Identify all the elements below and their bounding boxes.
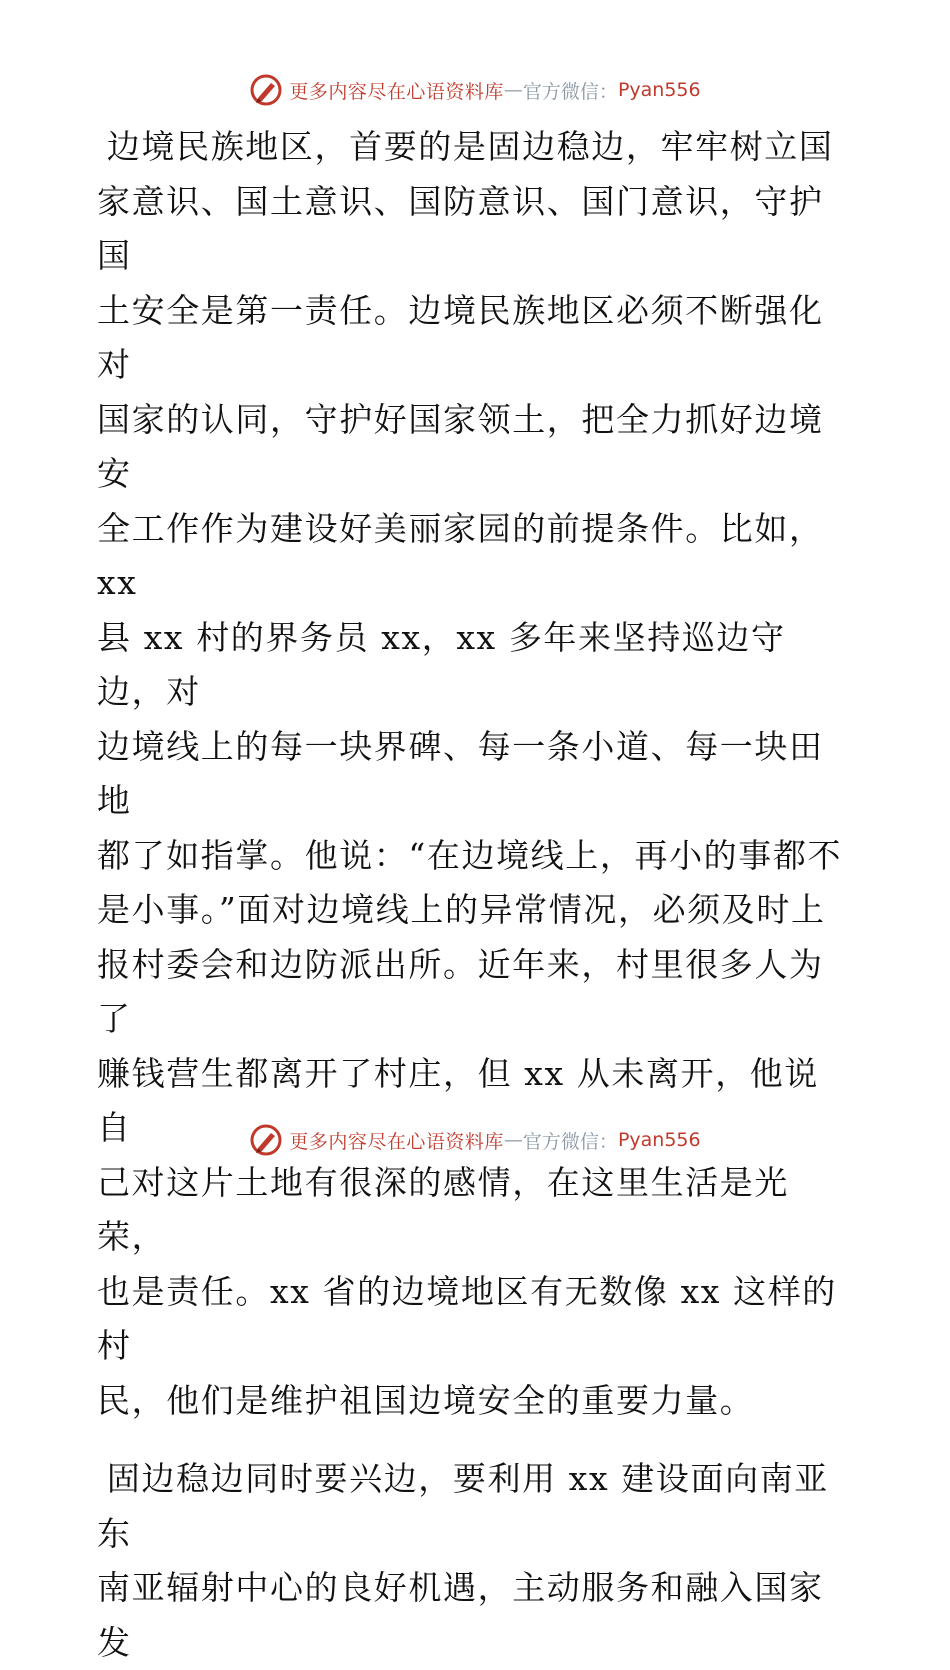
text-line: 边境线上的每一块界碑、每一条小道、每一块田地 (97, 726, 824, 820)
banner-wechat-id: Pyan556 (617, 79, 701, 101)
text-line: 土安全是第一责任。边境民族地区必须不断强化对 (97, 290, 824, 384)
banner-wechat-id: Pyan556 (617, 1129, 701, 1151)
text-line: 都了如指掌。他说：“在边境线上，再小的事都不 (97, 835, 843, 875)
banner-title: 更多内容尽在心语资料库 (289, 80, 504, 103)
text-line: 南亚辐射中心的良好机遇，主动服务和融入国家发 (97, 1568, 824, 1662)
banner-separator: — (503, 1129, 523, 1151)
text-line: 边境民族地区，首要的是固边稳边，牢牢树立国 (106, 127, 834, 166)
paragraph (97, 120, 853, 1428)
footer-banner (0, 1120, 950, 1160)
text-line: 是小事。”面对边境线上的异常情况，必须及时上 (97, 890, 826, 929)
text-line: 固边稳边同时要兴边，要利用 xx 建设面向南亚东 (97, 1459, 829, 1553)
banner-title: 更多内容尽在心语资料库 (289, 1130, 504, 1153)
text-line: 国家的认同，守护好国家领土，把全力抓好边境安 (97, 399, 824, 493)
header-banner (0, 70, 950, 110)
text-line: 县 xx 村的界务员 xx，xx 多年来坚持巡边守边，对 (97, 617, 786, 711)
text-line: 全工作作为建设好美丽家园的前提条件。比如，xx (97, 508, 824, 602)
pen-logo-icon (249, 73, 283, 107)
text-line: 报村委会和边防派出所。近年来，村里很多人为了 (97, 944, 824, 1038)
banner-separator: — (503, 79, 523, 101)
text-line: 赚钱营生都离开了村庄，但 xx 从未离开，他说自 (97, 1053, 820, 1147)
text-line: 民，他们是维护祖国边境安全的重要力量。 (97, 1380, 755, 1420)
pen-logo-icon (249, 1123, 283, 1157)
text-line: 己对这片土地有很深的感情，在这里生活是光荣， (97, 1162, 789, 1256)
banner-wechat-label: 官方微信： (522, 80, 618, 103)
text-line: 家意识、国土意识、国防意识、国门意识，守护国 (97, 181, 824, 275)
banner-wechat-label: 官方微信： (522, 1130, 618, 1153)
text-line: 也是责任。xx 省的边境地区有无数像 xx 这样的村 (97, 1271, 837, 1365)
document-body (97, 120, 853, 1670)
paragraph (97, 1452, 853, 1670)
